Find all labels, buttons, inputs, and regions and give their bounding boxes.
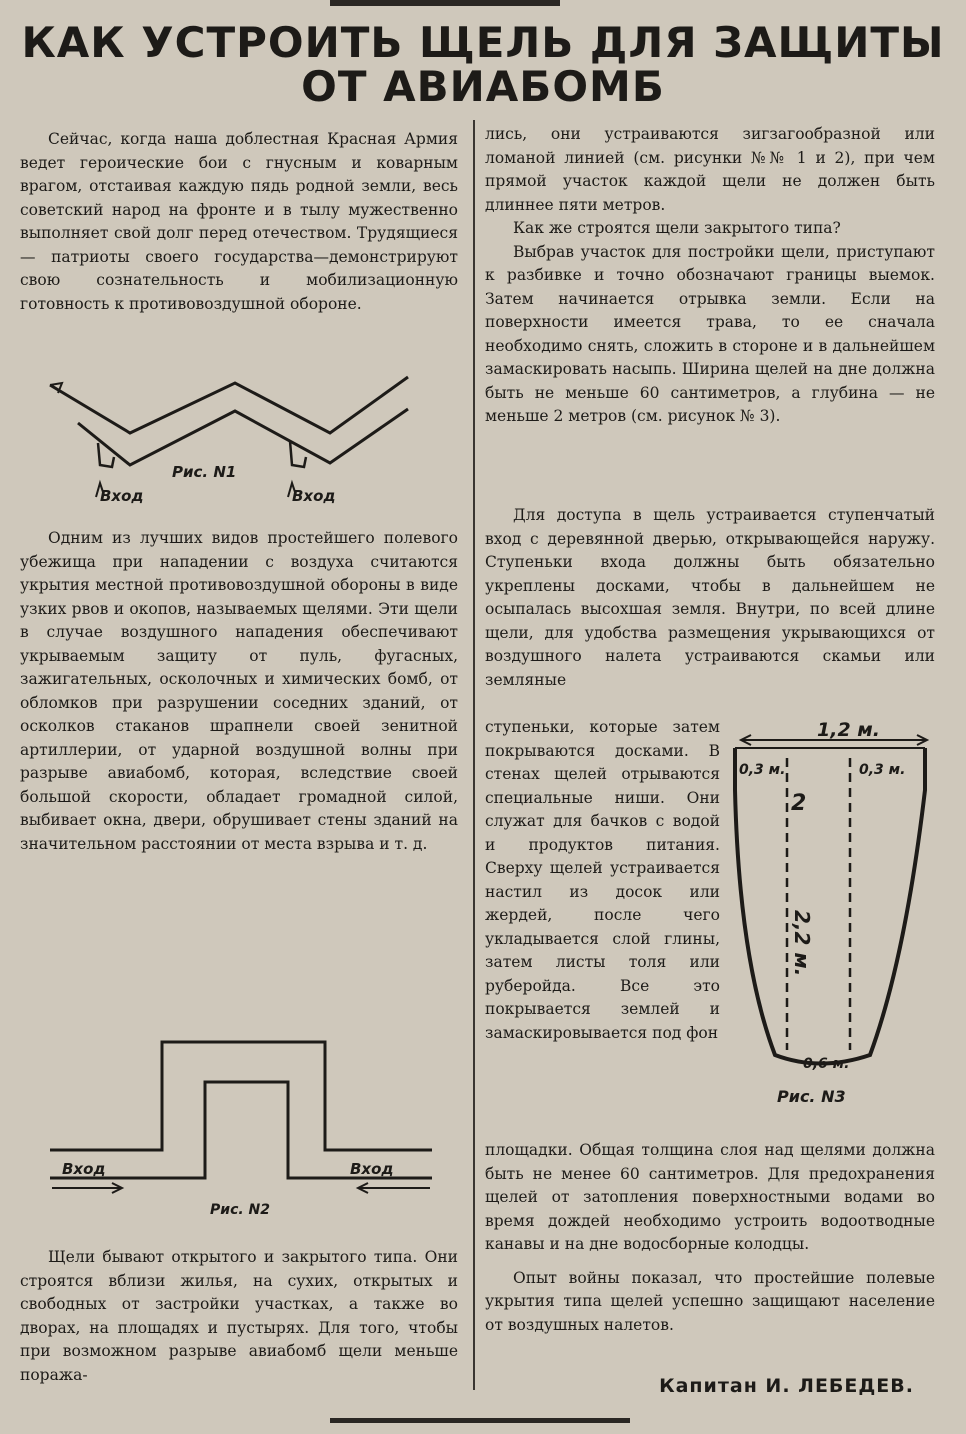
top-rule: [330, 0, 560, 6]
left-column-types: [20, 1246, 458, 1387]
author-signature: Капитан И. ЛЕБЕДЕВ.: [659, 1375, 914, 1397]
figure-1-entrance-right: Вход: [292, 487, 336, 505]
figure-3-depth-full: 2,2 м.: [790, 910, 814, 977]
figure-3-top-width: 1,2 м.: [817, 719, 881, 741]
figure-3-left-margin: 0,3 м.: [739, 762, 786, 778]
column-divider: [473, 120, 475, 1390]
paragraph-construction: Выбрав участок для постройки щели, приступают к разбивке и точно обозначают границы выемок. Затем начинается отрывка земли. Если на поверхности имеется трава, то ее сначала необходимо снять, сложить в стороне и в дальнейшем замаскировать насыпь. Ширина щелей на дне должна быть не меньше 60 сантиметров, а глубина — не меньше 2 метров (см. рисунок № 3).: [485, 242, 935, 425]
right-column-access: [485, 504, 935, 692]
figure-2-entrance-left: Вход: [62, 1160, 106, 1178]
paragraph-conclusion: Опыт войны показал, что простейшие полевые укрытия типа щелей успешно защищают население от воздушных налетов.: [485, 1268, 935, 1334]
figure-1-caption: Рис. N1: [172, 463, 237, 481]
figure-3-right-margin: 0,3 м.: [859, 762, 906, 778]
figure-2: [40, 1030, 440, 1225]
left-column-intro: [20, 128, 458, 316]
figure-3-drawing: [725, 710, 950, 1110]
paragraph-shelters: Одним из лучших видов простейшего полевого убежища при нападении с воздуха считаются укрытия местной противовоздушной обороны в виде узких рвов и окопов, называемых щелями. Эти щели в случае воздушного нападения обеспечивают укрываемым защиту от пуль, фугасных, зажигательных, осколочных и химических бомб, от обломков при разрушении соседних зданий, от осколков стаканов шрапнели своей зенитной артиллерии, от ударной воздушной волны при разрыве авиабомб, которая, вследствие своей большой скорости, обладает громадной силой, выбивает окна, двери, обрушивает стены зданий на значительном расстоянии от места взрыва и т. д.: [20, 529, 458, 853]
paragraph-drainage: площадки. Общая толщина слоя над щелями должна быть не менее 60 сантиметров. Для предохранения щелей от затопления поверхностными водами во время дождей необходимо устроить водоотводные канавы и на дне водосборные колодцы.: [485, 1141, 935, 1253]
article-title-line1: КАК УСТРОИТЬ ЩЕЛЬ ДЛЯ ЗАЩИТЫ: [21, 18, 945, 67]
right-column-bottom: [485, 1139, 935, 1337]
figure-2-caption: Рис. N2: [210, 1202, 271, 1218]
bottom-rule: [330, 1418, 630, 1423]
figure-2-drawing: [40, 1030, 440, 1225]
right-column-top: [485, 123, 935, 429]
figure-3-depth-top: 2: [791, 791, 807, 816]
paragraph-benches: ступеньки, которые затем покрываются досками. В стенах щелей отрываются специальные ниши. Они служат для бачков с водой и продуктов питания. Сверху щелей устраивается настил из досок или жердей, после чего укладывается слой глины, затем листы толя или руберойда. Все это покрывается землей и замаскировывается под фон: [485, 718, 720, 1042]
paragraph-types: Щели бывают открытого и закрытого типа. Они строятся вблизи жилья, на сухих, открытых и свободных от застройки участках, а также во дворах, на площадях и пустырях. Для того, чтобы при возможном разрыве авиабомб щели меньше поража-: [20, 1248, 458, 1384]
left-column-main: [20, 527, 458, 856]
figure-3: [725, 710, 950, 1110]
figure-3-caption: Рис. N3: [777, 1087, 846, 1106]
figure-1-entrance-left: Вход: [100, 487, 144, 505]
paragraph-access: Для доступа в щель устраивается ступенчатый вход с деревянной дверью, открывающейся наружу. Ступеньки входа должны быть обязательно укреплены досками, чтобы в дальнейшем не осыпалась высохшая земля. Внутри, по всей длине щели, для удобства размещения укрывающихся от воздушного налета устраиваются скамьи или земляные: [485, 506, 935, 689]
figure-1: [40, 365, 430, 515]
paragraph-question: Как же строятся щели закрытого типа?: [513, 219, 841, 237]
article-title-line2: ОТ АВИАБОМБ: [301, 62, 665, 111]
figure-2-entrance-right: Вход: [350, 1160, 394, 1178]
figure-3-bottom-width: 0,6 м.: [803, 1056, 850, 1072]
right-column-narrow: [485, 716, 720, 1045]
paragraph-intro: Сейчас, когда наша доблестная Красная Армия ведет героические бои с гнусным и коварным врагом, отстаивая каждую пядь родной земли, весь советский народ на фронте и в тылу мужественно выполняет свой долг перед отечеством. Трудящиеся— патриоты своего государства—демонстрируют свою сознательность и мобилизационную готовность к противовоздушной обороне.: [20, 130, 458, 313]
figure-1-drawing: [40, 365, 430, 515]
paragraph-zigzag: лись, они устраиваются зигзагообразной или ломаной линией (см. рисунки №№ 1 и 2), при чем прямой участок каждой щели не должен быть длиннее пяти метров.: [485, 125, 935, 214]
